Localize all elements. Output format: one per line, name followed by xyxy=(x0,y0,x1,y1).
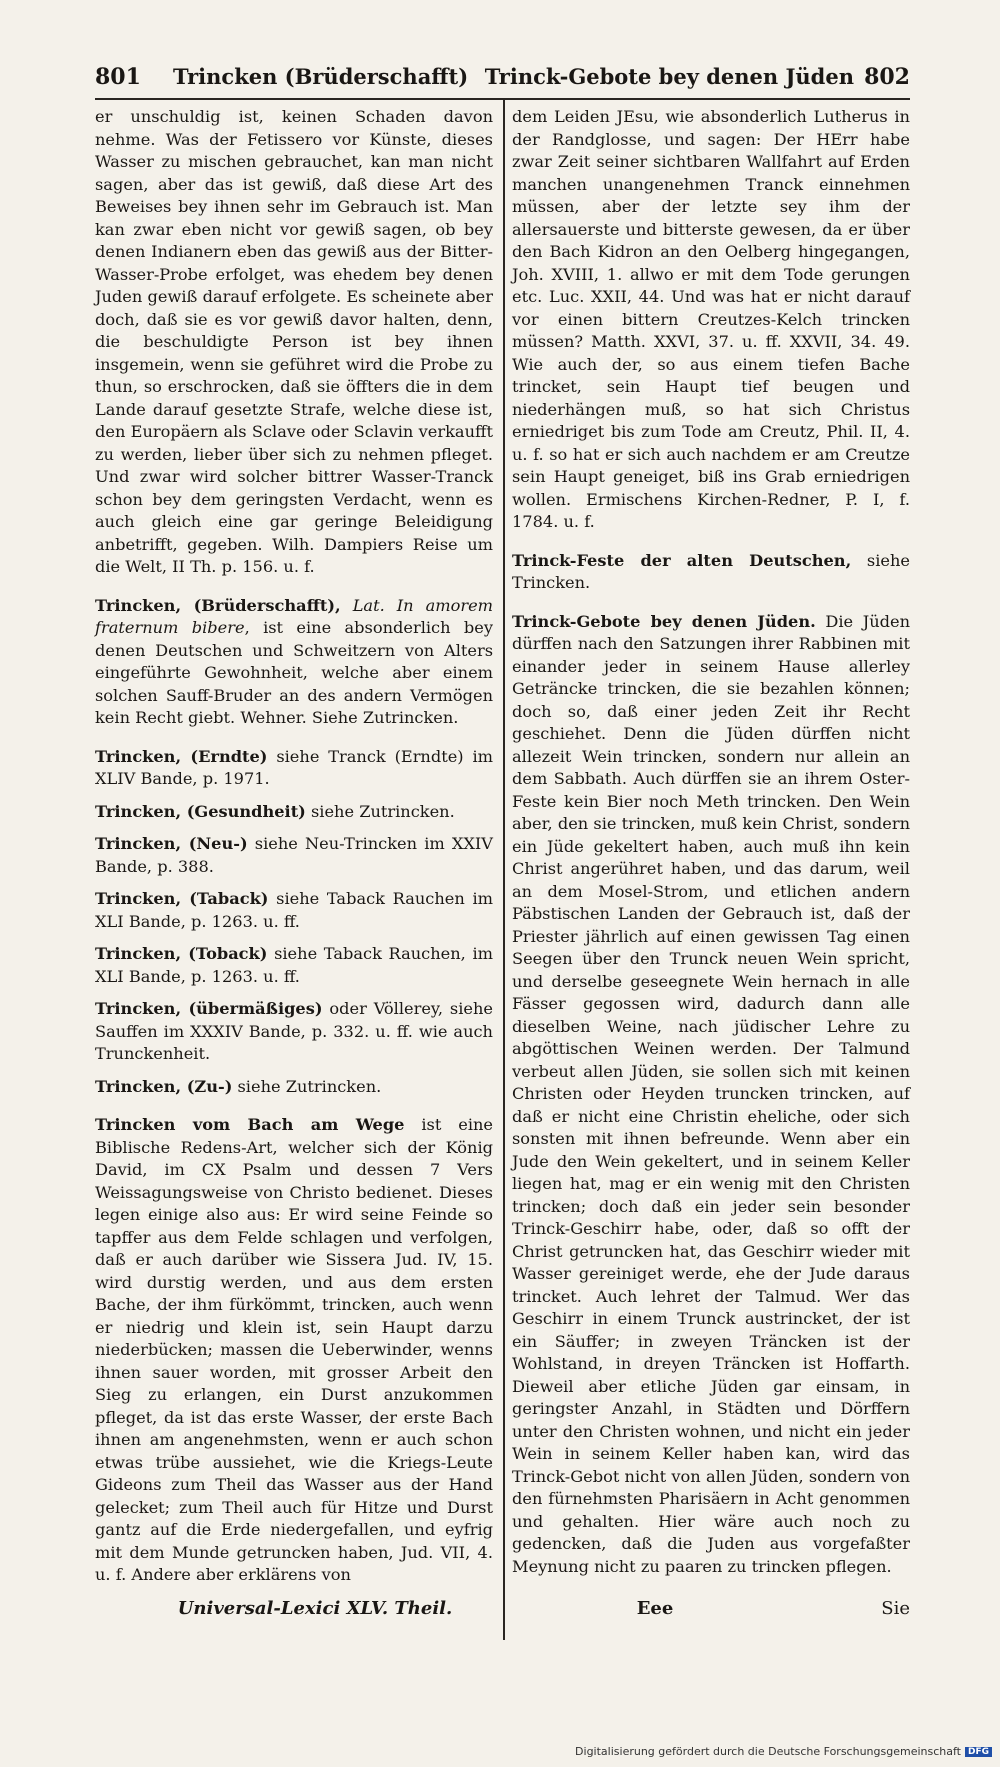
entry-headword: Trincken, (Brüderschafft), xyxy=(95,595,341,615)
left-running-title: Trincken (Brüderschafft) xyxy=(173,64,469,89)
entry-trincken-gesundheit: Trincken, (Gesundheit) siehe Zutrincken. xyxy=(95,801,455,821)
column-divider xyxy=(503,100,505,1640)
dfg-logo-badge: DFG xyxy=(965,1747,992,1757)
entry-trincken-taback: Trincken, (Taback) siehe Taback Rauchen im XLI Bande, p. 1263. u. ff. xyxy=(95,889,493,931)
entry-continuation: dem Leiden JEsu, wie absonderlich Lutherus in der Randglosse, und sagen: Der HErr habe zwar Zeit seiner sichtbaren Wallfahrt auf Erden manchen unangenehmen Tranck einnehmen müssen, aber der letzte sey ihm der allersauerste und bitterste gewesen, da er über den Bach Kidron an den Oelberg hingegangen, Joh. XVIII, 1. allwo er mit dem Tode gerungen etc. Luc. XXII, 44. Und was hat er nicht darauf vor einen bittern Creutzes-Kelch trincken müssen? Matth. XXVI, 37. u. ff. XXVII, 34. 49. Wie auch der, so aus einem tiefen Bache trincket, sein Haupt tief beugen und niederhängen muß, so hat sich Christus erniedriget bis zum Tode am Creutz, Phil. II, 4. u. f. so hat er sich auch nachdem er am Creutze sein Haupt geneiget, biß ins Grab erniedrigen wollen. Ermischens Kirchen-Redner, P. I, f. 1784. u. f. xyxy=(512,107,910,531)
latin-phrase: Lat. In amorem fraternum bibere xyxy=(95,595,493,637)
entry-headword: Trincken, (Neu-) xyxy=(95,834,248,853)
entry-headword: Trinck-Gebote bey denen Jüden. xyxy=(512,611,816,631)
entry-headword: Trincken, (Toback) xyxy=(95,944,268,963)
entry-headword: Trincken, (Gesundheit) xyxy=(95,801,306,821)
entry-trincken-bruederschafft: Trincken, (Brüderschafft), Lat. In amorem fraternum bibere, ist eine absonderlich bey denen Deutschen und Schweitzern von Alters eingeführte Gewohnheit, welche aber einem solchen Sauff-Bruder an des andern Vermögen kein Recht giebt. Wehner. Siehe Zutrincken. xyxy=(95,595,493,727)
right-column xyxy=(512,106,910,1588)
signature-line: Universal-Lexici XLV. Theil. xyxy=(177,1598,453,1619)
entry-trincken-toback: Trincken, (Toback) siehe Taback Rauchen, im XLI Bande, p. 1263. u. ff. xyxy=(95,944,493,986)
digitization-credit xyxy=(560,1745,992,1758)
entry-trinck-gebote: Trinck-Gebote bey denen Jüden. Die Jüden dürffen nach den Satzungen ihrer Rabbinen mit einander jeder in seinem Hause allerley Geträncke trincken, die sie bezahlen können; doch so, daß einer jeden Zeit ihr Recht geschiehet. Denn die Jüden dürffen nicht allezeit Wein trincken, sondern nur allein an dem Sabbath. Auch dürffen sie an ihrem Oster-Feste kein Bier noch Meth trincken. Den Wein aber, den sie trincken, muß kein Christ, sondern ein Jüde gekeltert haben, auch muß ihn kein Christ angerühret haben, und das darum, weil an dem Mosel-Strom, und etlichen andern Päbstischen Landen der Gebrauch ist, daß der Priester jährlich auf einen gewissen Tag einen Seegen über den Trunck neuen Wein spricht, und derselbe geseegnete Wein hernach in alle Fässer gegossen wird, dadurch dann alle dieselben Weine, nach jüdischer Lehre zu abgöttischen Weinen werden. Der Talmund verbeut allen Jüden, sie sollen sich mit keinen Christen oder Heyden truncken trincken, auf daß er nicht eine Christin eheliche, oder sich sonsten mit ihnen befreunde. Wenn aber ein Jude den Wein gekeltert, und in seinem Keller liegen hat, mag er ein wenig mit den Christen trincken; doch daß ein jeder sein besonder Trinck-Geschirr habe, oder, daß so offt der Christ getruncken hat, das Geschirr wieder mit Wasser gereiniget werde, ehe der Jude daraus trincket. Auch lehret der Talmud. Wer das Geschirr in einem Trunck austrincket, der ist ein Säuffer; in zweyen Träncken ist der Wohlstand, in dreyen Träncken ist Hoffarth. Dieweil aber etliche Jüden gar einsam, in geringster Anzahl, in Städten und Dörffern unter den Christen wohnen, und nicht ein jeder Wein in seinem Keller haben kan, wird das Trinck-Gebot nicht von allen Jüden, sondern von den fürnehmsten Pharisäern in Acht genommen und gehalten. Hier wäre auch noch zu gedencken, daß die Juden aus vorgefaßter Meynung nicht zu paaren zu trincken pflegen. xyxy=(512,611,910,1576)
entry-headword: Trincken, (Erndte) xyxy=(95,746,268,766)
catchword: Sie xyxy=(881,1598,910,1619)
entry-trincken-zu: Trincken, (Zu-) siehe Zutrincken. xyxy=(95,1076,382,1096)
entry-headword: Trinck-Feste der alten Deutschen, xyxy=(512,550,852,570)
entry-headword: Trincken, (Taback) xyxy=(95,889,269,908)
entry-headword: Trincken, (Zu-) xyxy=(95,1076,233,1096)
left-column xyxy=(95,106,493,1597)
entry-trincken-neu: Trincken, (Neu-) siehe Neu-Trincken im XXIV Bande, p. 388. xyxy=(95,834,493,876)
entry-trincken-vom-bach: Trincken vom Bach am Wege ist eine Biblische Redens-Art, welcher sich der König David, im CX Psalm und dessen 7 Vers Weissagungsweise von Christo bedienet. Dieses legen einige also aus: Er wird seine Feinde so tapffer aus dem Felde schlagen und verfolgen, daß er auch darüber wie Sissera Jud. IV, 15. wird durstig werden, und aus dem ersten Bache, der ihm fürkömmt, trincken, auch wenn er niedrig und klein ist, sein Haupt darzu niederbücken; massen die Ueberwinder, wenns ihnen sauer worden, mit grosser Arbeit den Sieg zu erlangen, ein Durst anzukommen pfleget, da ist das erste Wasser, der erste Bach ihnen am angenehmsten, wenn er auch schon etwas trübe aussiehet, wie die Kriegs-Leute Gideons zum Theil das Wasser aus der Hand gelecket; zum Theil auch für Hitze und Durst gantz auf die Erde niedergefallen, und eyfrig mit dem Munde getruncken haben, Jud. VII, 4. u. f. Andere aber erklärens von xyxy=(95,1115,494,1584)
entry-continuation: er unschuldig ist, keinen Schaden davon nehme. Was der Fetissero vor Künste, dieses Wasser zu mischen gebrauchet, kan man nicht sagen, aber das ist gewiß, daß diese Art des Beweises bey ihnen sehr im Gebrauch ist. Man kan zwar eben nicht vor gewiß sagen, ob bey denen Indianern eben das gewiß aus der Bitter-Wasser-Probe erfolget, was ehedem bey denen Juden gewiß darauf erfolgete. Es scheinete aber doch, daß sie es vor gewiß davor halten, denn, die beschuldigte Person ist bey ihnen insgemein, wenn sie geführet wird die Probe zu thun, so erschrocken, daß sie öffters die in dem Lande darauf gesetzte Strafe, welche diese ist, den Europäern als Sclave oder Sclavin verkaufft zu werden, lieber über sich zu nehmen pfleget. Und zwar wird solcher bittrer Wasser-Tranck schon bey dem geringsten Verdacht, wenn es auch gleich eine gar geringe Beleidigung anbetrifft, gegeben. Wilh. Dampiers Reise um die Welt, II Th. p. 156. u. f. xyxy=(95,107,493,576)
entry-trinck-feste: Trinck-Feste der alten Deutschen, siehe Trincken. xyxy=(512,550,910,592)
right-running-title: Trinck-Gebote bey denen Jüden xyxy=(484,64,854,89)
entry-trincken-uebermaessiges: Trincken, (übermäßiges) oder Völlerey, siehe Sauffen im XXXIV Bande, p. 332. u. ff. wie auch Trunckenheit. xyxy=(95,999,493,1063)
left-page-number: 801 xyxy=(95,64,141,90)
right-page-number: 802 xyxy=(864,64,910,90)
entry-headword: Trincken vom Bach am Wege xyxy=(95,1115,405,1134)
credit-text: Digitalisierung gefördert durch die Deutsche Forschungsgemeinschaft xyxy=(575,1745,961,1758)
entry-trincken-erndte: Trincken, (Erndte) siehe Tranck (Erndte) im XLIV Bande, p. 1971. xyxy=(95,746,493,788)
running-header xyxy=(95,62,910,98)
signature-mark: Eee xyxy=(636,1598,674,1619)
entry-headword: Trincken, (übermäßiges) xyxy=(95,999,323,1018)
